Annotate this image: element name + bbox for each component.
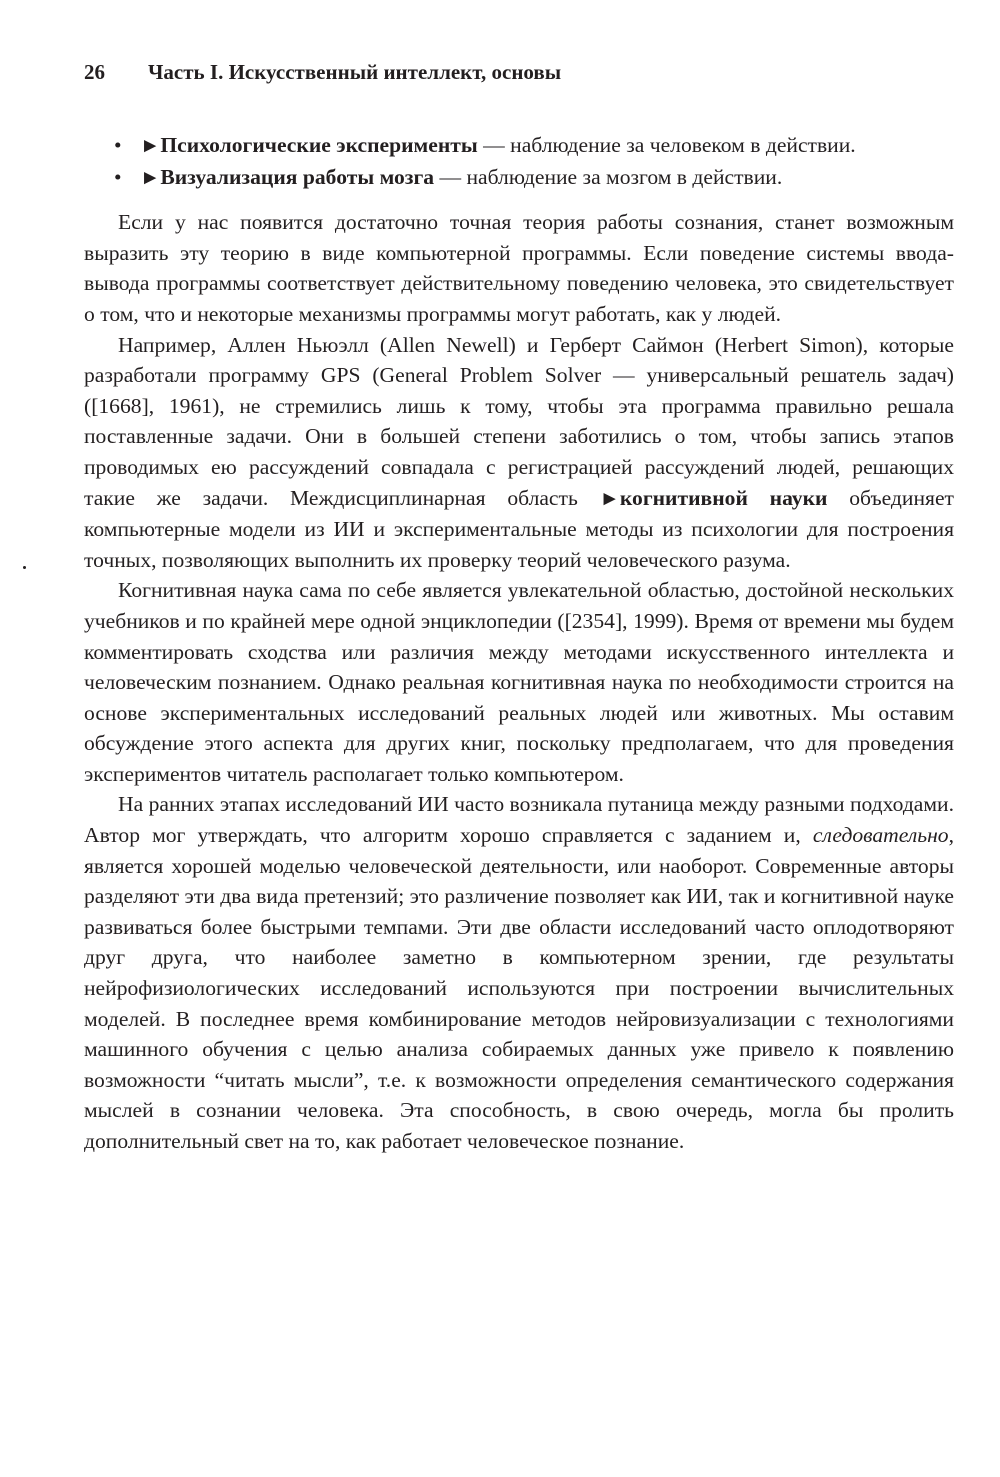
page-body [84, 130, 954, 1157]
bullet-list [84, 130, 954, 193]
paragraph-early-stages [84, 789, 954, 1156]
bullet-term: Психологические эксперименты [160, 133, 478, 157]
paragraph-text: объединяет компьютерные модели из ИИ и экспериментальные методы из психологии для построения точных, позволяющих выполнить их проверку теорий человеческого разума. [84, 485, 954, 572]
page-number: 26 [84, 60, 105, 84]
running-title: Часть I. Искусственный интеллект, основы [148, 60, 562, 84]
paragraph-text: , является хорошей моделью человеческой деятельности, или наоборот. Современные авторы разделяют эти два вида претензий; это различение позволяет как ИИ, так и когнитивной науке развиваться более быстрыми темпами. Эти две области исследований часто оплодотворяют друг друга, что наиболее заметно в компьютерном зрении, где результаты нейрофизиологических исследований используются при построении вычислительных моделей. В последнее время комбинирование методов нейровизуализации с технологиями машинного обучения с целью анализа собираемых данных уже привело к появлению возможности “читать мысли”, т.е. к возможности определения семантического содержания мыслей в сознании человека. Эта способность, в свою очередь, могла бы пролить дополнительный свет на то, как работает человеческое познание. [84, 823, 954, 1153]
paragraph-cognitive-science: Когнитивная наука сама по себе является увлекательной областью, достойной нескольких учебников и по крайней мере одной энциклопедии ([2354], 1999). Время от времени мы будем комментировать сходства или различия между методами искусственного интеллекта и человеческим познанием. Однако реальная когнитивная наука по необходимости строится на основе экспериментальных исследований реальных людей или животных. Мы оставим обсуждение этого аспекта для других книг, поскольку предполагаем, что для проведения экспериментов читатель располагает только компьютером. [84, 578, 954, 786]
glossary-arrow-icon: ► [140, 166, 161, 189]
glossary-term: когнитивной науки [619, 485, 828, 510]
paragraph-text: Например, Аллен Ньюэлл (Allen Newell) и Герберт Саймон (Herbert Simon), которые разработали программу GPS (General Problem Solver — универсальный решатель задач) ([1668], 1961), не стремились лишь к тому, чтобы эта программа правильно решала поставленные задачи. Они в большей степени заботились о том, чтобы запись этапов проводимых ею рассуждений совпадала с регистрацией рассуждений людей, решающих такие же задачи. Междисциплинарная область [84, 332, 954, 510]
italic-word: следовательно [812, 823, 949, 848]
bullet-marker: • [114, 133, 122, 157]
margin-dot [23, 566, 26, 569]
bullet-text: — наблюдение за мозгом в действии. [434, 164, 783, 189]
bullet-text: — наблюдение за человеком в действии. [477, 133, 856, 157]
paragraph-gps [84, 330, 954, 576]
bullet-marker: • [114, 164, 122, 189]
paragraph-text: На ранних этапах исследований ИИ часто возникала путаница между разными подходами. Автор мог утверждать, что алгоритм хорошо справляется с заданием и, [84, 792, 955, 848]
paragraph-theory: Если у нас появится достаточно точная теория работы сознания, станет возможным выразить эту теорию в виде компьютерной программы. Если поведение системы ввода-вывода программы соответствует действительному поведению человека, это свидетельствует о том, что и некоторые механизмы программы могут работать, как у людей. [84, 210, 954, 326]
list-item [84, 162, 954, 194]
bullet-term: Визуализация работы мозга [160, 164, 435, 189]
glossary-arrow-icon: ► [140, 135, 161, 157]
list-item [84, 130, 954, 162]
glossary-arrow-icon: ► [599, 487, 620, 510]
running-header [84, 58, 954, 86]
